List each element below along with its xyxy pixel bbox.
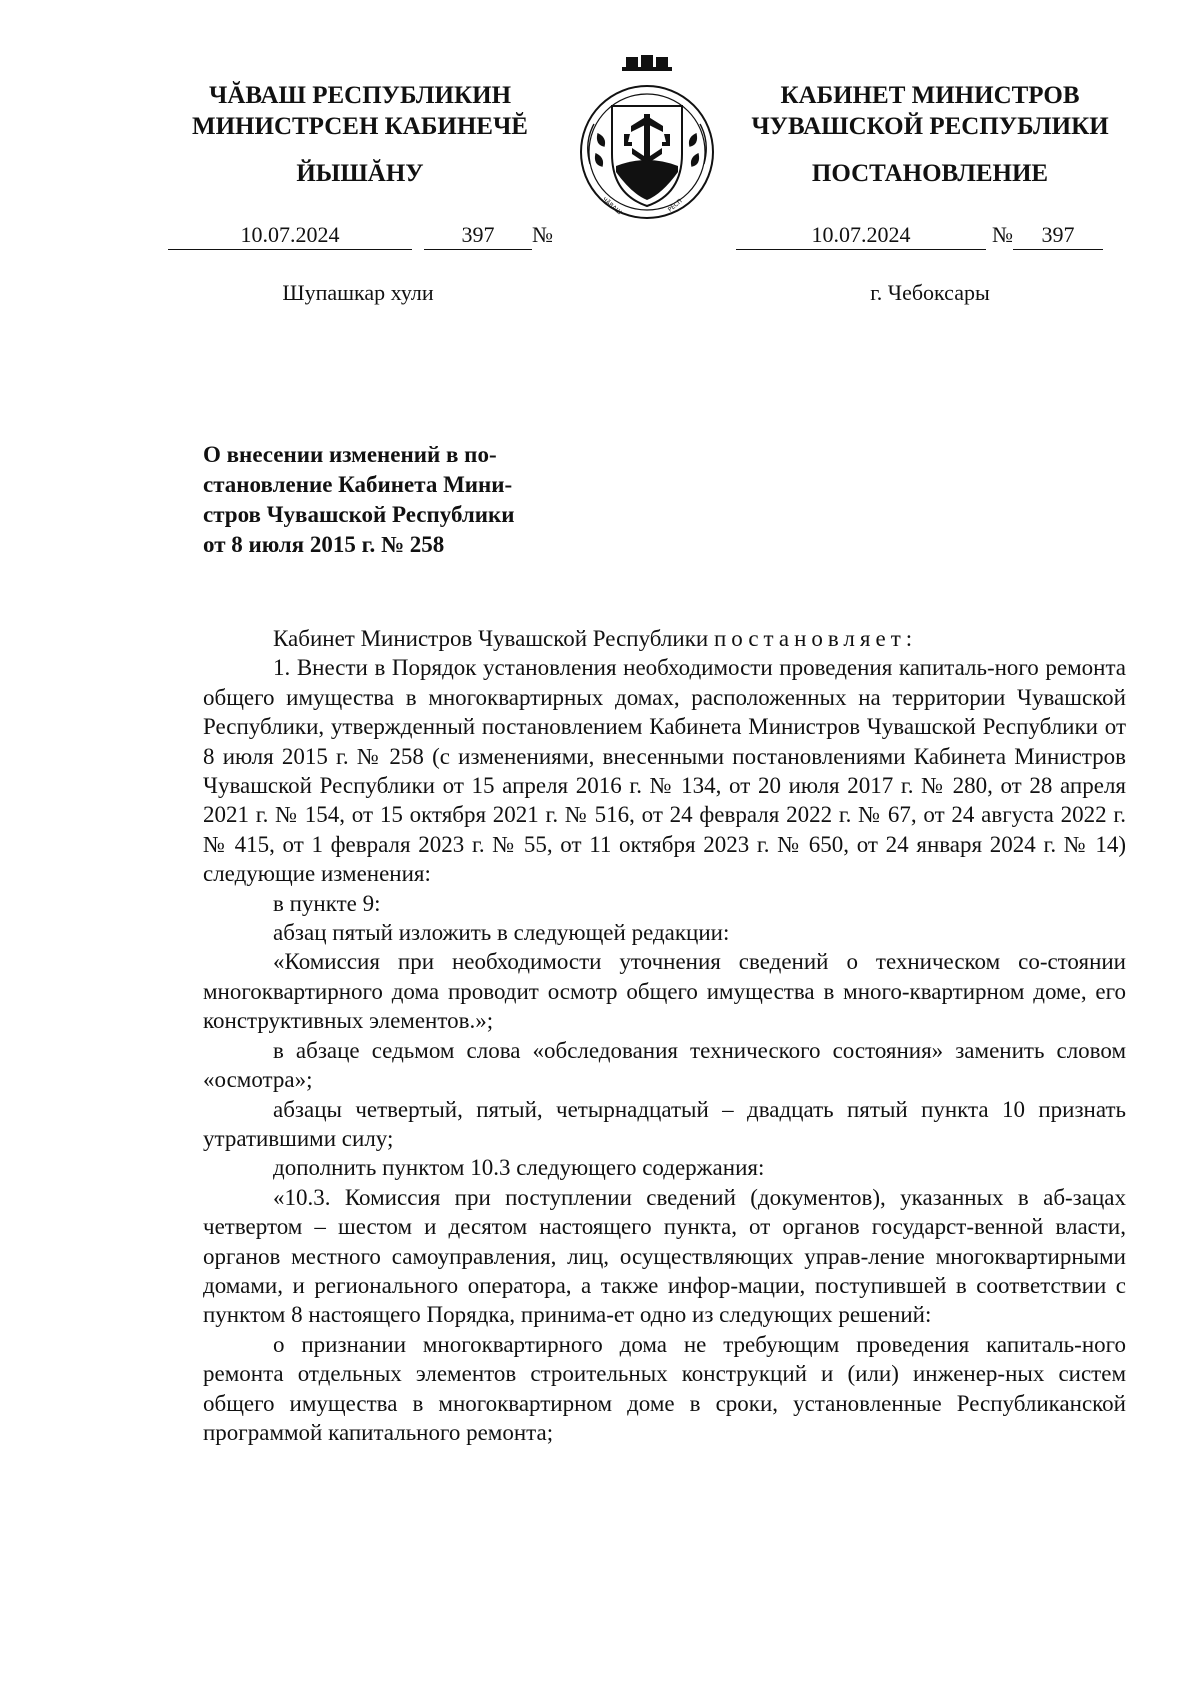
svg-text:РЕСП: РЕСП [666,197,684,214]
chuvash-republic-coat-of-arms-icon [572,54,722,222]
right-org-line2: ЧУВАШСКОЙ РЕСПУБЛИКИ [751,113,1109,140]
right-org-line1: КАБИНЕТ МИНИСТРОВ [780,82,1080,109]
subject-line: от 8 июля 2015 г. № 258 [203,532,445,557]
paragraph-5: в абзаце седьмом слова «обследования технического состояния» заменить словом «осмотра»; [203,1037,1126,1093]
left-number-sign: № [532,222,553,247]
paragraph-1: 1. Внести в Порядок установления необходимости проведения капиталь-ного ремонта общего имущества в многоквартирных домах, расположенных на территории Чувашской Республики, утвержденный постановлением Кабинета Министров Чувашской Республики от 8 июля 2015 г. № 258 (с изменениями, внесенными постановлениями Кабинета Министров Чувашской Республики от 15 апреля 2016 г. № 134, от 20 июля 2017 г. № 280, от 28 апреля 2021 г. № 154, от 15 октября 2021 г. № 516, от 24 февраля 2022 г. № 67, от 24 августа 2022 г. № 415, от 1 февраля 2023 г. № 55, от 11 октября 2023 г. № 650, от 24 января 2024 г. № 14) следующие изменения: [203,655,1126,887]
subject-line: стров Чувашской Республики [203,502,515,527]
intro-text: Кабинет Министров Чувашской Республики [273,626,714,651]
document-subject [203,440,564,560]
right-number-sign: № [992,222,1013,247]
paragraph-9: о признании многоквартирного дома не требующим проведения капиталь-ного ремонта отдельных элементов строительных конструкций и (или) инженер-ных систем общего имущества в многоквартирном доме в сроки, установленные Республиканской программой капитального ремонта; [203,1331,1126,1445]
paragraph-6: абзацы четвертый, пятый, четырнадцатый – двадцать пятый пункта 10 признать утратившими силу; [203,1096,1126,1151]
right-place: г. Чебоксары [870,280,990,305]
paragraph-8: «10.3. Комиссия при поступлении сведений (документов), указанных в аб-зацах четвертом – шестом и десятом настоящего пункта, от органов государст-венной власти, органов местного самоуправления, лиц, осуществляющих управ-ление многоквартирными домами, и регионального оператора, а также инфор-мации, поступившей в соответствии с пунктом 8 настоящего Порядка, принима-ет одно из следующих решений: [203,1184,1126,1328]
subject-line: О внесении изменений в по- [203,442,497,467]
paragraph-4: «Комиссия при необходимости уточнения сведений о техническом со-стоянии многоквартирного дома проводит осмотр общего имущества в много-квартирном доме, его конструктивных элементов.»; [203,949,1126,1034]
left-number: 397 [424,222,532,250]
left-date-number-line [168,222,553,250]
right-date-number-line [736,222,1103,250]
document-body [203,624,1126,1447]
right-org-name [730,80,1130,142]
intro-paragraph [203,624,1126,653]
paragraph-2: в пункте 9: [273,890,381,916]
left-org-line1: ЧĂВАШ РЕСПУБЛИКИН [208,82,512,109]
right-doc-type: ПОСТАНОВЛЕНИЕ [811,160,1049,187]
left-doc-type: ЙЫШĂНУ [296,160,424,187]
left-place: Шупашкар хули [282,280,434,305]
left-org-name [160,80,560,142]
subject-line: становление Кабинета Мини- [203,472,513,497]
paragraph-3: абзац пятый изложить в следующей редакции: [273,920,730,946]
paragraph-7: дополнить пунктом 10.3 следующего содержания: [273,1155,765,1181]
left-date: 10.07.2024 [168,222,412,250]
left-org-line2: МИНИСТРСЕН КАБИНЕЧĔ [192,113,528,140]
svg-text:ЧĂВАШ: ЧĂВАШ [600,196,623,217]
intro-resolves: постановляет: [713,626,918,651]
coat-of-arms [572,54,722,222]
right-number: 397 [1013,222,1103,250]
right-date: 10.07.2024 [736,222,986,250]
